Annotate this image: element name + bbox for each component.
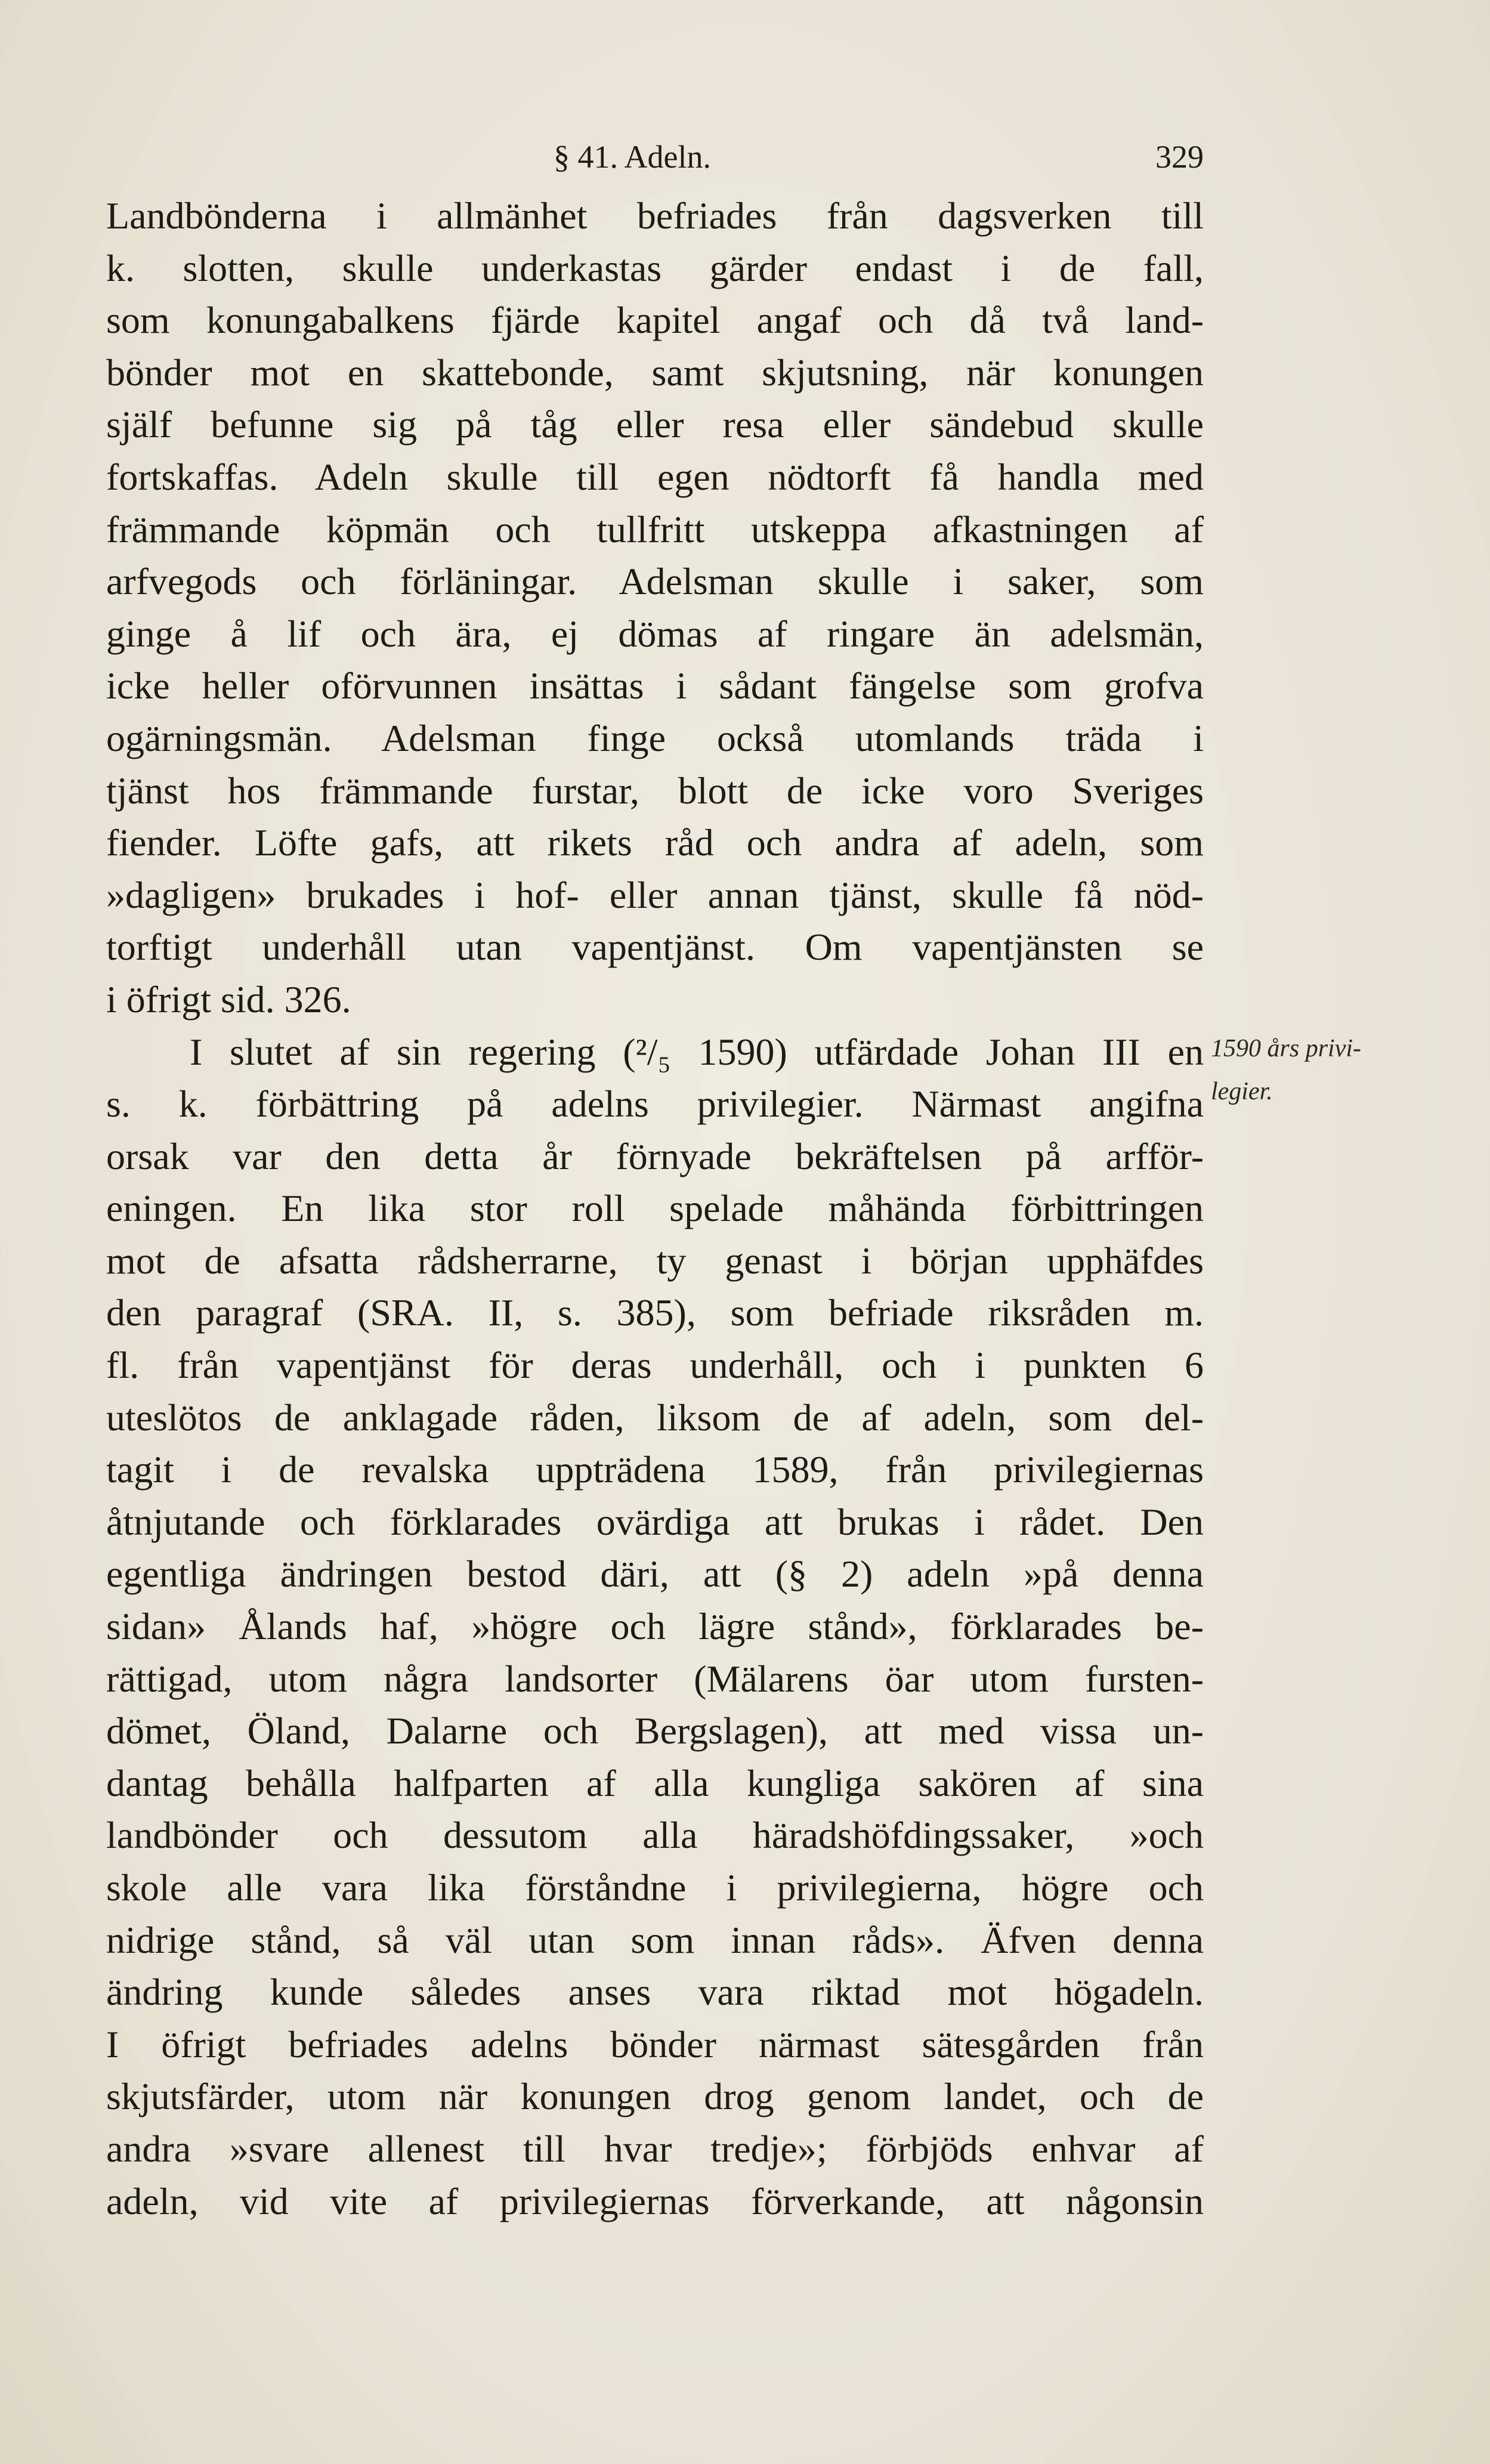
margin-note — [1211, 1027, 1473, 1113]
paragraph-start-line: I slutet af sin regering (²/₅ 1590) utfärdade Johan III en — [190, 1030, 1204, 1073]
text-line: i öfrigt sid. 326. — [106, 978, 351, 1021]
text-line: fl. från vapentjänst för deras underhåll, och i punkten 6 — [106, 1344, 1204, 1387]
text-line: s. k. förbättring på adelns privilegier. Närmast angifna — [106, 1083, 1204, 1126]
text-line: dömet, Öland, Dalarne och Bergslagen), att med vissa un- — [106, 1709, 1204, 1752]
text-line: landbönder och dessutom alla häradshöfdingssaker, »och — [106, 1814, 1204, 1857]
text-line: fiender. Löfte gafs, att rikets råd och andra af adeln, som — [106, 821, 1204, 864]
margin-note-line: legier. — [1211, 1078, 1273, 1105]
text-line: själf befunne sig på tåg eller resa eller sändebud skulle — [106, 403, 1204, 446]
text-line: ginge å lif och ära, ej dömas af ringare än adelsmän, — [106, 612, 1204, 655]
text-line: tjänst hos främmande furstar, blott de icke voro Sveriges — [106, 769, 1204, 812]
text-line: I öfrigt befriades adelns bönder närmast sätesgården från — [106, 2023, 1204, 2066]
text-line: k. slotten, skulle underkastas gärder endast i de fall, — [106, 246, 1204, 289]
text-line: torftigt underhåll utan vapentjänst. Om vapentjänsten se — [106, 926, 1204, 969]
text-line: arfvegods och förläningar. Adelsman skulle i saker, som — [106, 560, 1204, 603]
text-line: ogärningsmän. Adelsman finge också utomlands träda i — [106, 716, 1204, 759]
text-line: tagit i de revalska uppträdena 1589, från privilegiernas — [106, 1448, 1204, 1491]
text-line: andra »svare allenest till hvar tredje»; förbjöds enhvar af — [106, 2127, 1204, 2170]
text-line: bönder mot en skattebonde, samt skjutsning, när konungen — [106, 351, 1204, 394]
body-text — [106, 190, 1204, 2227]
text-line: främmande köpmän och tullfritt utskeppa afkastningen af — [106, 508, 1204, 551]
text-line: egentliga ändringen bestod däri, att (§ 2) adeln »på denna — [106, 1553, 1204, 1596]
section-heading: § 41. Adeln. — [554, 139, 711, 175]
text-line: som konungabalkens fjärde kapitel angaf och då två land- — [106, 299, 1204, 342]
text-line: sidan» Ålands haf, »högre och lägre stånd», förklarades be- — [106, 1605, 1204, 1648]
text-line: eningen. En lika stor roll spelade måhända förbittringen — [106, 1187, 1204, 1230]
text-line: adeln, vid vite af privilegiernas förverkande, att någonsin — [106, 2179, 1204, 2222]
text-line: skjutsfärder, utom när konungen drog genom landet, och de — [106, 2075, 1204, 2118]
text-line: åtnjutande och förklarades ovärdiga att brukas i rådet. Den — [106, 1500, 1204, 1543]
text-line: nidrige stånd, så väl utan som innan råds». Äfven denna — [106, 1918, 1204, 1961]
text-line: mot de afsatta rådsherrarne, ty genast i början upphäfdes — [106, 1239, 1204, 1282]
text-line: dantag behålla halfparten af alla kungliga sakören af sina — [106, 1761, 1204, 1804]
text-line: fortskaffas. Adeln skulle till egen nödtorft få handla med — [106, 455, 1204, 498]
text-line: »dagligen» brukades i hof- eller annan tjänst, skulle få nöd- — [106, 873, 1204, 916]
text-line: Landbönderna i allmänhet befriades från dagsverken till — [106, 194, 1204, 237]
text-line: icke heller oförvunnen insättas i sådant fängelse som grofva — [106, 664, 1204, 707]
text-line: den paragraf (SRA. II, s. 385), som befriade riksråden m. — [106, 1291, 1204, 1334]
page-number: 329 — [1155, 139, 1204, 175]
margin-note-line: 1590 års privi- — [1211, 1035, 1361, 1062]
text-line: uteslötos de anklagade råden, liksom de af adeln, som del- — [106, 1396, 1204, 1439]
text-line: skole alle vara lika förståndne i privilegierna, högre och — [106, 1866, 1204, 1909]
text-line: orsak var den detta år förnyade bekräftelsen på arfför- — [106, 1134, 1204, 1177]
text-line: rättigad, utom några landsorter (Mälarens öar utom fursten- — [106, 1657, 1204, 1700]
text-line: ändring kunde således anses vara riktad mot högadeln. — [106, 1971, 1204, 2014]
running-head — [106, 136, 1204, 178]
